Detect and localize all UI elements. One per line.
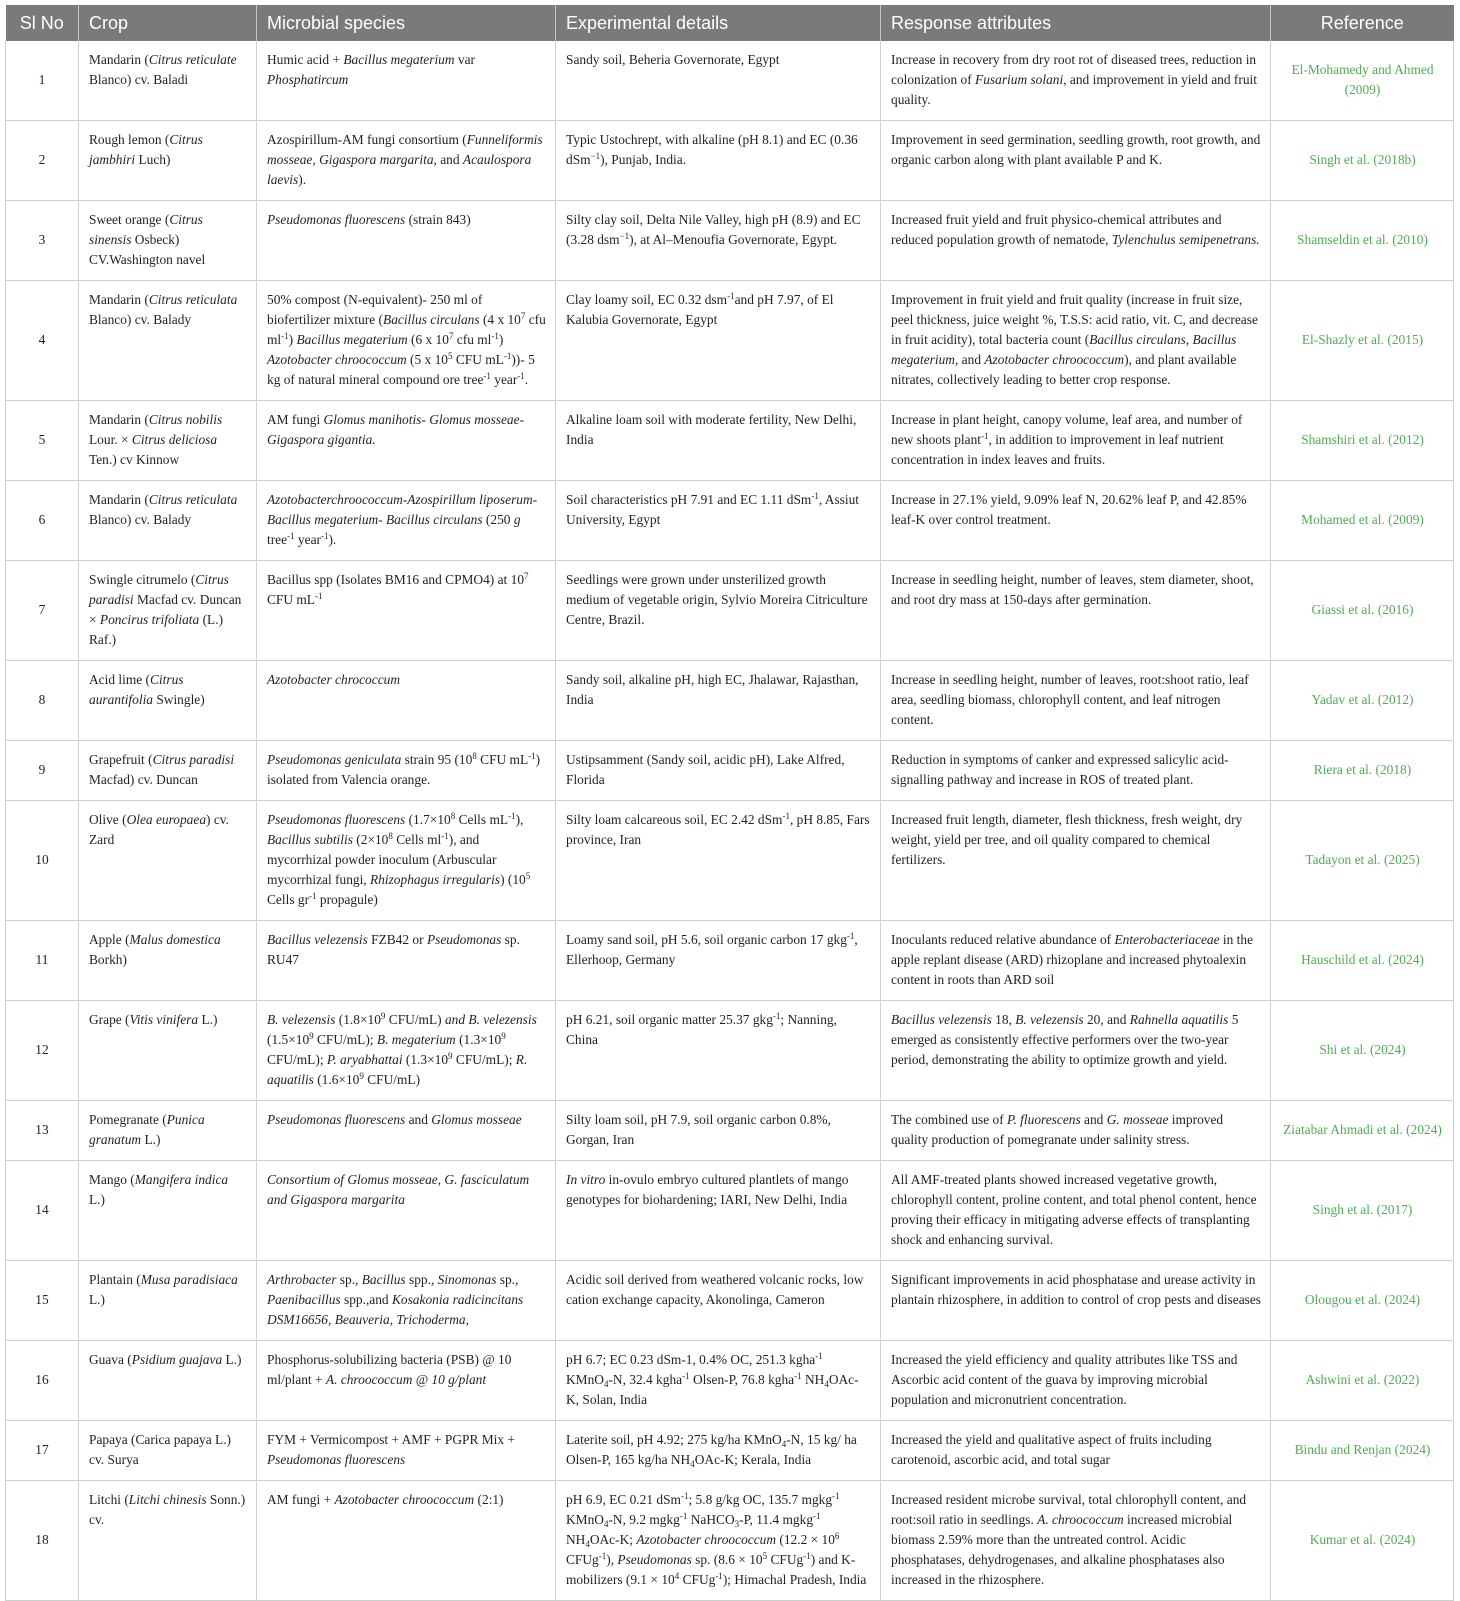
- cell-sl-no: 18: [6, 1481, 79, 1601]
- cell-response-attributes: Improvement in seed germination, seedling growth, root growth, and organic carbon along with plant available P and K.: [881, 121, 1271, 201]
- table-row: [6, 121, 1454, 201]
- reference-link[interactable]: Tadayon et al. (2025): [1271, 801, 1454, 921]
- cell-experimental-details: In vitro in-ovulo embryo cultured plantlets of mango genotypes for biohardening; IARI, New Delhi, India: [556, 1161, 881, 1261]
- reference-link[interactable]: Mohamed et al. (2009): [1271, 481, 1454, 561]
- cell-experimental-details: Acidic soil derived from weathered volcanic rocks, low cation exchange capacity, Akonolinga, Cameron: [556, 1261, 881, 1341]
- cell-response-attributes: Increased the yield efficiency and quality attributes like TSS and Ascorbic acid content of the guava by improving microbial population and micronutrient concentration.: [881, 1341, 1271, 1421]
- header-experimental-details: Experimental details: [556, 5, 881, 41]
- cell-crop: Pomegranate (Punica granatum L.): [79, 1101, 257, 1161]
- header-crop: Crop: [79, 5, 257, 41]
- cell-sl-no: 11: [6, 921, 79, 1001]
- cell-crop: Grapefruit (Citrus paradisi Macfad) cv. Duncan: [79, 741, 257, 801]
- table-row: [6, 1261, 1454, 1341]
- cell-experimental-details: pH 6.9, EC 0.21 dSm$^{-1}$; 5.8 g/kg OC, 135.7 mgkg$^{-1}$ KMnO$_4$-N, 9.2 mgkg$^{-1}$ NaHCO$_3$-P, 11.4 mgkg$^{-1}$ $NH_4OAc-K$; Azotobacter chroococcum ($12.2 \times 10^6$ CFUg$^{-1}$), Pseudomonas sp. ($8.6 \times 10^5$ CFUg$^{-1}$) and K-mobilizers ($9.1 \times 10^4$ CFUg$^{-1}$); Himachal Pradesh, India: [556, 1481, 881, 1601]
- cell-microbial-species: Arthrobacter sp., Bacillus spp., Sinomonas sp., Paenibacillus spp.,and Kosakonia radicincitans DSM16656, Beauveria, Trichoderma,: [257, 1261, 556, 1341]
- reference-link[interactable]: El-Mohamedy and Ahmed (2009): [1271, 41, 1454, 121]
- cell-experimental-details: Laterite soil, pH 4.92; 275 kg/ha KMnO$_4$-N, 15 kg/ ha Olsen-P, 165 kg/ha $NH_4OAc-K$; Kerala, India: [556, 1421, 881, 1481]
- reference-link[interactable]: El-Shazly et al. (2015): [1271, 281, 1454, 401]
- cell-response-attributes: Bacillus velezensis 18, B. velezensis 20, and Rahnella aquatilis 5 emerged as consistently effective performers over the two-year period, demonstrating the ability to optimize growth and yield.: [881, 1001, 1271, 1101]
- cell-microbial-species: Consortium of Glomus mosseae, G. fasciculatum and Gigaspora margarita: [257, 1161, 556, 1261]
- cell-sl-no: 1: [6, 41, 79, 121]
- header-sl-no: Sl No: [6, 5, 79, 41]
- reference-link[interactable]: Olougou et al. (2024): [1271, 1261, 1454, 1341]
- reference-link[interactable]: Giassi et al. (2016): [1271, 561, 1454, 661]
- header-microbial-species: Microbial species: [257, 5, 556, 41]
- cell-response-attributes: Inoculants reduced relative abundance of Enterobacteriaceae in the apple replant disease (ARD) rhizoplane and increased phytoalexin content in roots than ARD soil: [881, 921, 1271, 1001]
- reference-link[interactable]: Shamseldin et al. (2010): [1271, 201, 1454, 281]
- cell-response-attributes: Increase in plant height, canopy volume, leaf area, and number of new shoots plant$^{-1}$, in addition to improvement in leaf nutrient concentration in index leaves and fruits.: [881, 401, 1271, 481]
- cell-response-attributes: Improvement in fruit yield and fruit quality (increase in fruit size, peel thickness, juice weight %, T.S.S: acid ratio, vit. C, and decrease in fruit acidity), total bacteria count (Bacillus circulans, Bacillus megaterium, and Azotobacter chroococcum), and plant available nitrates, collectively leading to better crop response.: [881, 281, 1271, 401]
- cell-experimental-details: pH 6.21, soil organic matter 25.37 gkg$^{-1}$; Nanning, China: [556, 1001, 881, 1101]
- cell-microbial-species: B. velezensis ($1.8\times 10^9$ CFU/mL) and B. velezensis ($1.5\times 10^9$ CFU/mL); B. megaterium ($1.3\times 10^9$ CFU/mL); P. aryabhattai ($1.3\times 10^9$ CFU/mL); R. aquatilis ($1.6\times 10^9$ CFU/mL): [257, 1001, 556, 1101]
- results-table: [5, 5, 1454, 1601]
- reference-link[interactable]: Singh et al. (2017): [1271, 1161, 1454, 1261]
- table-row: [6, 661, 1454, 741]
- cell-crop: Mango (Mangifera indica L.): [79, 1161, 257, 1261]
- cell-crop: Rough lemon (Citrus jambhiri Luch): [79, 121, 257, 201]
- cell-microbial-species: Phosphorus-solubilizing bacteria (PSB) @ 10 ml/plant + A. chroococcum @ 10 g/plant: [257, 1341, 556, 1421]
- table-body: [6, 41, 1454, 1601]
- table-row: [6, 481, 1454, 561]
- cell-response-attributes: Increased fruit yield and fruit physico-chemical attributes and reduced population growth of nematode, Tylenchulus semipenetrans.: [881, 201, 1271, 281]
- cell-sl-no: 14: [6, 1161, 79, 1261]
- cell-response-attributes: Significant improvements in acid phosphatase and urease activity in plantain rhizosphere, in addition to control of crop pests and diseases: [881, 1261, 1271, 1341]
- reference-link[interactable]: Kumar et al. (2024): [1271, 1481, 1454, 1601]
- cell-response-attributes: Increased the yield and qualitative aspect of fruits including carotenoid, ascorbic acid, and total sugar: [881, 1421, 1271, 1481]
- cell-response-attributes: The combined use of P. fluorescens and G. mosseae improved quality production of pomegranate under salinity stress.: [881, 1101, 1271, 1161]
- cell-crop: Guava (Psidium guajava L.): [79, 1341, 257, 1421]
- cell-sl-no: 12: [6, 1001, 79, 1101]
- cell-sl-no: 15: [6, 1261, 79, 1341]
- cell-sl-no: 5: [6, 401, 79, 481]
- cell-sl-no: 9: [6, 741, 79, 801]
- cell-experimental-details: Silty loam calcareous soil, EC 2.42 dSm$^{-1}$, pH 8.85, Fars province, Iran: [556, 801, 881, 921]
- cell-sl-no: 6: [6, 481, 79, 561]
- table-row: [6, 401, 1454, 481]
- reference-link[interactable]: Ashwini et al. (2022): [1271, 1341, 1454, 1421]
- cell-response-attributes: Increased fruit length, diameter, flesh thickness, fresh weight, dry weight, yield per tree, and oil quality compared to chemical fertilizers.: [881, 801, 1271, 921]
- cell-microbial-species: Pseudomonas fluorescens and Glomus mosseae: [257, 1101, 556, 1161]
- cell-crop: Mandarin (Citrus reticulata Blanco) cv. Balady: [79, 281, 257, 401]
- reference-link[interactable]: Singh et al. (2018b): [1271, 121, 1454, 201]
- cell-microbial-species: Bacillus spp (Isolates BM16 and CPMO4) at $10^7$ CFU $mL^{-1}$: [257, 561, 556, 661]
- cell-response-attributes: Reduction in symptoms of canker and expressed salicylic acid- signalling pathway and increase in ROS of treated plant.: [881, 741, 1271, 801]
- reference-link[interactable]: Yadav et al. (2012): [1271, 661, 1454, 741]
- cell-sl-no: 10: [6, 801, 79, 921]
- cell-experimental-details: Silty clay soil, Delta Nile Valley, high pH (8.9) and EC (3.28 dsm$^{-1}$), at Al–Menoufia Governorate, Egypt.: [556, 201, 881, 281]
- table-row: [6, 1481, 1454, 1601]
- cell-response-attributes: All AMF-treated plants showed increased vegetative growth, chlorophyll content, proline content, and total phenol content, hence proving their efficacy in mitigating adverse effects of transplanting shock and enhancing survival.: [881, 1161, 1271, 1261]
- cell-response-attributes: Increase in recovery from dry root rot of diseased trees, reduction in colonization of Fusarium solani, and improvement in yield and fruit quality.: [881, 41, 1271, 121]
- cell-experimental-details: Typic Ustochrept, with alkaline (pH 8.1) and EC (0.36 dSm$^{-1}$), Punjab, India.: [556, 121, 881, 201]
- cell-crop: Apple (Malus domestica Borkh): [79, 921, 257, 1001]
- table-row: [6, 741, 1454, 801]
- reference-link[interactable]: Hauschild et al. (2024): [1271, 921, 1454, 1001]
- cell-crop: Litchi (Litchi chinesis Sonn.) cv.: [79, 1481, 257, 1601]
- cell-sl-no: 4: [6, 281, 79, 401]
- reference-link[interactable]: Shamshiri et al. (2012): [1271, 401, 1454, 481]
- reference-link[interactable]: Bindu and Renjan (2024): [1271, 1421, 1454, 1481]
- table-row: [6, 1161, 1454, 1261]
- cell-response-attributes: Increase in seedling height, number of leaves, root:shoot ratio, leaf area, seedling biomass, chlorophyll content, and leaf nitrogen content.: [881, 661, 1271, 741]
- header-reference: Reference: [1271, 5, 1454, 41]
- cell-experimental-details: Loamy sand soil, pH 5.6, soil organic carbon 17 gkg$^{-1}$, Ellerhoop, Germany: [556, 921, 881, 1001]
- cell-sl-no: 7: [6, 561, 79, 661]
- cell-sl-no: 3: [6, 201, 79, 281]
- cell-sl-no: 13: [6, 1101, 79, 1161]
- cell-sl-no: 17: [6, 1421, 79, 1481]
- table-row: [6, 1101, 1454, 1161]
- cell-crop: Papaya (Carica papaya L.) cv. Surya: [79, 1421, 257, 1481]
- cell-microbial-species: FYM + Vermicompost + AMF + PGPR Mix + Pseudomonas fluorescens: [257, 1421, 556, 1481]
- cell-crop: Mandarin (Citrus reticulata Blanco) cv. Balady: [79, 481, 257, 561]
- cell-crop: Grape (Vitis vinifera L.): [79, 1001, 257, 1101]
- cell-crop: Sweet orange (Citrus sinensis Osbeck) CV.Washington navel: [79, 201, 257, 281]
- cell-crop: Acid lime (Citrus aurantifolia Swingle): [79, 661, 257, 741]
- cell-sl-no: 16: [6, 1341, 79, 1421]
- table-row: [6, 281, 1454, 401]
- cell-experimental-details: Ustipsamment (Sandy soil, acidic pH), Lake Alfred, Florida: [556, 741, 881, 801]
- cell-microbial-species: Bacillus velezensis FZB42 or Pseudomonas sp. RU47: [257, 921, 556, 1001]
- cell-response-attributes: Increase in seedling height, number of leaves, stem diameter, shoot, and root dry mass at 150-days after germination.: [881, 561, 1271, 661]
- cell-microbial-species: 50% compost (N-equivalent)- 250 ml of biofertilizer mixture (Bacillus circulans (4 x $10^7$ cfu $ml^{-1}$) Bacillus megaterium (6 x $10^7$ cfu $ml^{-1}$) Azotobacter chroococcum (5 x $10^5$ CFU $mL^{-1}))-$ 5 kg of natural mineral compound ore tree$^{-1}$ year$^{-1}$.: [257, 281, 556, 401]
- cell-microbial-species: Pseudomonas fluorescens ($1.7\times 10^8$ Cells $mL^{-1}$), Bacillus subtilis ($2\times 10^8$ Cells $ml^{-1}$), and mycorrhizal powder inoculum (Arbuscular mycorrhizal fungi, Rhizophagus irregularis) ($10^5$ Cells $gr^{-1}$ propagule): [257, 801, 556, 921]
- cell-experimental-details: Soil characteristics pH 7.91 and EC 1.11 dSm$^{-1}$, Assiut University, Egypt: [556, 481, 881, 561]
- reference-link[interactable]: Shi et al. (2024): [1271, 1001, 1454, 1101]
- cell-experimental-details: Clay loamy soil, EC 0.32 dsm$^{-1}$and pH 7.97, of El Kalubia Governorate, Egypt: [556, 281, 881, 401]
- cell-experimental-details: Sandy soil, alkaline pH, high EC, Jhalawar, Rajasthan, India: [556, 661, 881, 741]
- table-row: [6, 561, 1454, 661]
- cell-experimental-details: Alkaline loam soil with moderate fertility, New Delhi, India: [556, 401, 881, 481]
- cell-microbial-species: Azospirillum-AM fungi consortium (Funneliformis mosseae, Gigaspora margarita, and Acaulospora laevis).: [257, 121, 556, 201]
- cell-sl-no: 8: [6, 661, 79, 741]
- cell-microbial-species: Azotobacter chrococcum: [257, 661, 556, 741]
- table-row: [6, 201, 1454, 281]
- cell-experimental-details: Seedlings were grown under unsterilized growth medium of vegetable origin, Sylvio Moreira Citriculture Centre, Brazil.: [556, 561, 881, 661]
- cell-sl-no: 2: [6, 121, 79, 201]
- cell-experimental-details: Silty loam soil, pH 7.9, soil organic carbon 0.8%, Gorgan, Iran: [556, 1101, 881, 1161]
- cell-experimental-details: pH 6.7; EC 0.23 dSm-1, 0.4% OC, 251.3 kgha$^{-1}$ KMnO$_4$-N, 32.4 kgha$^{-1}$ Olsen-P, 76.8 kgha$^{-1}$ $NH_4OAc-K$, Solan, India: [556, 1341, 881, 1421]
- cell-crop: Olive (Olea europaea) cv. Zard: [79, 801, 257, 921]
- table-header-row: [6, 5, 1454, 41]
- cell-crop: Mandarin (Citrus reticulate Blanco) cv. Baladi: [79, 41, 257, 121]
- cell-response-attributes: Increase in 27.1% yield, 9.09% leaf N, 20.62% leaf P, and 42.85% leaf-K over control treatment.: [881, 481, 1271, 561]
- cell-crop: Plantain (Musa paradisiaca L.): [79, 1261, 257, 1341]
- cell-microbial-species: Pseudomonas fluorescens (strain 843): [257, 201, 556, 281]
- table-row: [6, 921, 1454, 1001]
- table-row: [6, 1341, 1454, 1421]
- cell-microbial-species: AM fungi + Azotobacter chroococcum (2:1): [257, 1481, 556, 1601]
- cell-microbial-species: Pseudomonas geniculata strain 95 ($10^8$ CFU $mL^{-1}$) isolated from Valencia orange.: [257, 741, 556, 801]
- table-row: [6, 1421, 1454, 1481]
- cell-experimental-details: Sandy soil, Beheria Governorate, Egypt: [556, 41, 881, 121]
- cell-microbial-species: Humic acid + Bacillus megaterium var Phosphatircum: [257, 41, 556, 121]
- table-row: [6, 41, 1454, 121]
- header-response-attributes: Response attributes: [881, 5, 1271, 41]
- cell-response-attributes: Increased resident microbe survival, total chlorophyll content, and root:soil ratio in seedlings. A. chroococcum increased microbial biomass 2.59% more than the untreated control. Acidic phosphatases, dehydrogenases, and alkaline phosphatases also increased in the rhizosphere.: [881, 1481, 1271, 1601]
- cell-crop: Mandarin (Citrus nobilis Lour. × Citrus deliciosa Ten.) cv Kinnow: [79, 401, 257, 481]
- cell-crop: Swingle citrumelo (Citrus paradisi Macfad cv. Duncan × Poncirus trifoliata (L.) Raf.): [79, 561, 257, 661]
- reference-link[interactable]: Riera et al. (2018): [1271, 741, 1454, 801]
- cell-microbial-species: Azotobacterchroococcum-Azospirillum liposerum- Bacillus megaterium- Bacillus circulans (250 g tree$^{-1}$ year$^{-1}$).: [257, 481, 556, 561]
- table-row: [6, 1001, 1454, 1101]
- cell-microbial-species: AM fungi Glomus manihotis- Glomus mosseae- Gigaspora gigantia.: [257, 401, 556, 481]
- reference-link[interactable]: Ziatabar Ahmadi et al. (2024): [1271, 1101, 1454, 1161]
- table-row: [6, 801, 1454, 921]
